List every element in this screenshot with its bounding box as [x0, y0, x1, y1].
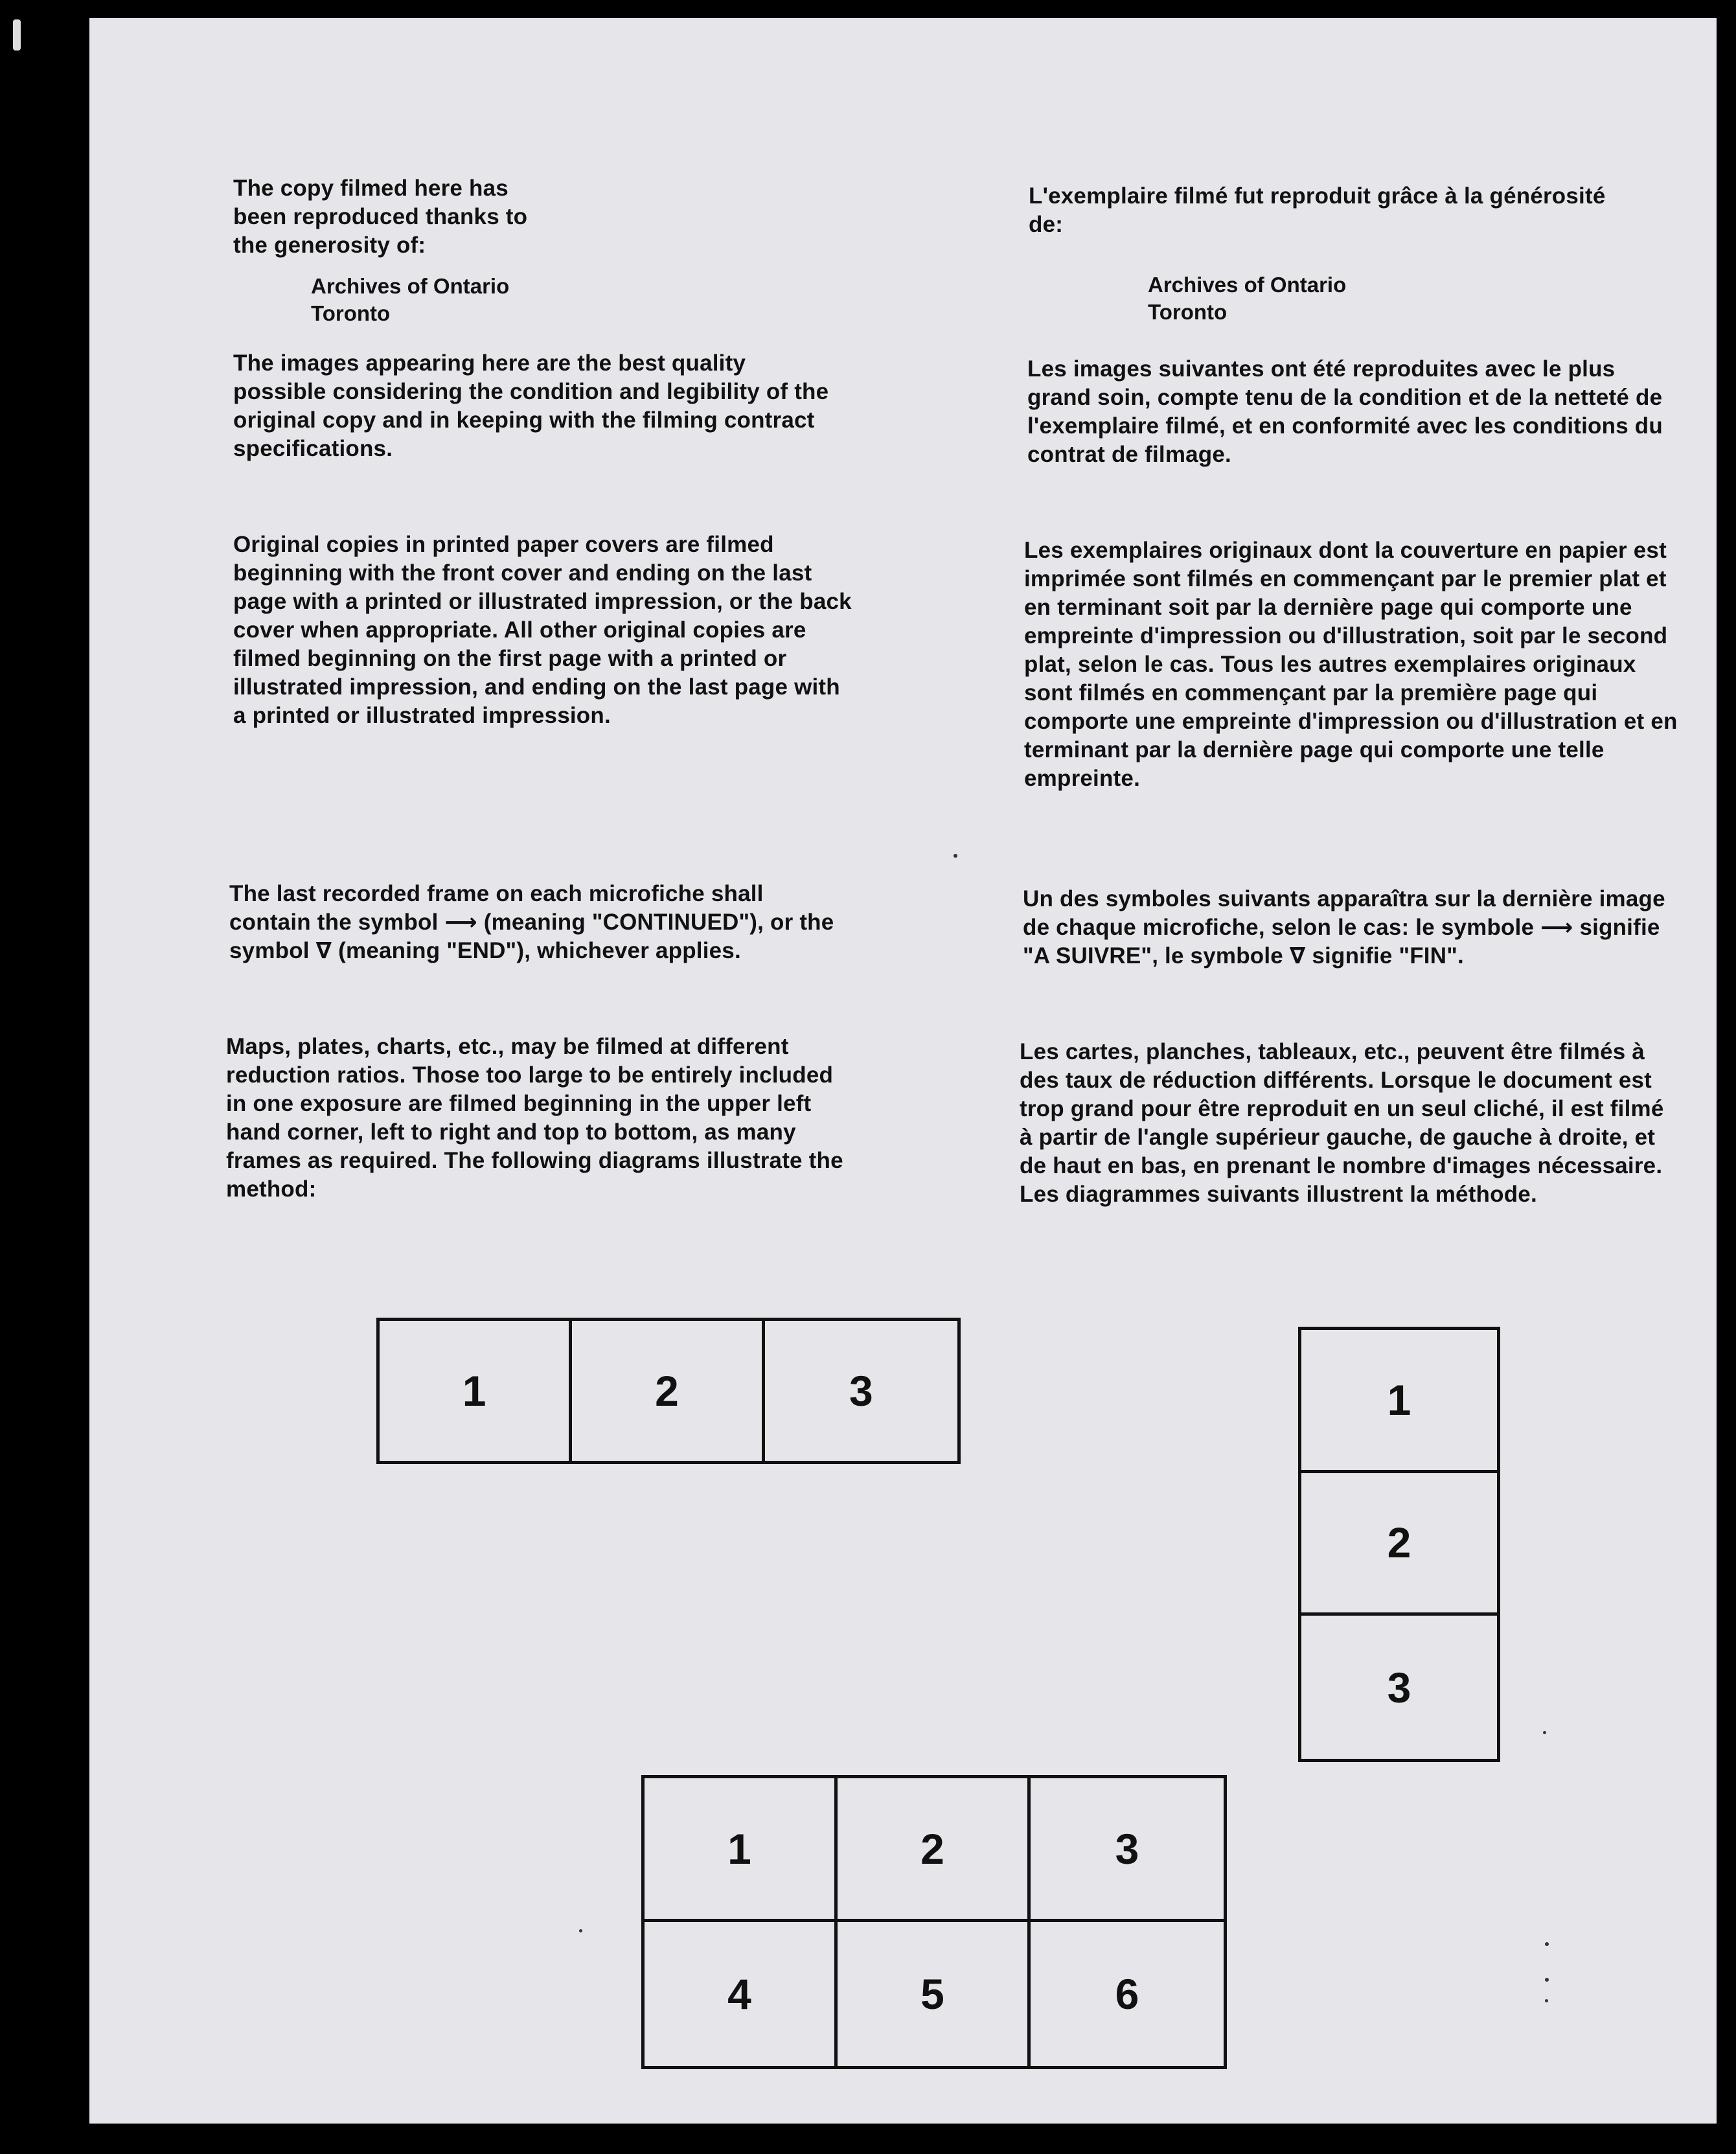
left-institution-name: Archives of Ontario [311, 274, 510, 298]
right-quality-text: Les images suivantes ont été reproduites avec le plus grand soin, compte tenu de la condition et de la netteté de l'exemplaire filmé, et en conformité avec les conditions du contrat de filmage. [1027, 356, 1663, 467]
frame-cell: 5 [838, 1922, 1031, 2066]
right-intro: L'exemplaire filmé fut reproduit grâce à la générosité de: [1029, 183, 1606, 237]
right-institution-name: Archives of Ontario [1148, 273, 1347, 297]
dust-speck [954, 854, 957, 858]
frame-cell: 3 [1031, 1778, 1224, 1922]
dust-speck [1545, 1999, 1548, 2002]
diagram-grid-frames [641, 1775, 1227, 2069]
right-maps-text: Les cartes, planches, tableaux, etc., peuvent être filmés à des taux de réduction différents. Lorsque le document est trop grand pour être reproduit en un seul cliché, il est filmé à partir de l'angle supérieur gauche, de gauche à droite, et de haut en bas, en prenant le nombre d'images nécessaire. Les diagrammes suivants illustrent la méthode. [1020, 1039, 1664, 1207]
frame-cell: 3 [849, 1367, 873, 1415]
left-maps-text: Maps, plates, charts, etc., may be filmed at different reduction ratios. Those too large to be entirely included in one exposure are filmed beginning in the upper left hand corner, left to right and top to bottom, as many frames as required. The following diagrams illustrate the method: [226, 1034, 843, 1202]
right-institution-city: Toronto [1148, 300, 1228, 324]
left-symbols-text: The last recorded frame on each microfiche shall contain the symbol ⟶ (meaning "CONTINUED"), or the symbol ∇ (meaning "END"), whichever applies. [229, 881, 834, 963]
left-quality-text: The images appearing here are the best quality possible considering the condition and legibility of the original copy and in keeping with the filming contract specifications. [233, 350, 829, 461]
dust-speck [1545, 1978, 1549, 1982]
edge-mark [13, 19, 21, 51]
left-intro: The copy filmed here has been reproduced thanks to the generosity of: [233, 176, 528, 258]
frame-cell: 1 [1301, 1330, 1497, 1473]
diagram-horizontal-frames [376, 1318, 961, 1464]
right-originals-text: Les exemplaires originaux dont la couverture en papier est imprimée sont filmés en commençant par le premier plat et en terminant soit par la dernière page qui comporte une empreinte d'impression ou d'illustration, soit par le second plat, selon le cas. Tous les autres exemplaires originaux sont filmés en commençant par la première page qui comporte une empreinte d'impression ou d'illustration et en terminant par la dernière page qui comporte une telle empreinte. [1024, 538, 1678, 791]
frame-cell: 3 [1387, 1663, 1411, 1712]
frame-cell: 2 [572, 1321, 764, 1461]
dust-speck [579, 1929, 582, 1932]
left-originals-text: Original copies in printed paper covers are filmed beginning with the front cover and ending on the last page with a printed or illustrated impression, or the back cover when appropriate. All other original copies are filmed beginning on the first page with a printed or illustrated impression, and ending on the last page with a printed or illustrated impression. [233, 532, 852, 728]
left-institution [311, 273, 570, 327]
right-institution [1148, 271, 1407, 326]
frame-cell: 2 [1301, 1473, 1497, 1616]
frame-cell: 2 [838, 1778, 1031, 1922]
diagram-vertical-frames [1298, 1327, 1500, 1762]
right-symbols-text: Un des symboles suivants apparaîtra sur la dernière image de chaque microfiche, selon le cas: le symbole ⟶ signifie "A SUIVRE", le symbole ∇ signifie "FIN". [1023, 886, 1665, 968]
frame-cell: 1 [380, 1321, 572, 1461]
dust-speck [1543, 1731, 1546, 1734]
frame-cell: 6 [1115, 1970, 1139, 2018]
frame-cell: 1 [645, 1778, 838, 1922]
frame-cell: 4 [645, 1922, 838, 2066]
dust-speck [1545, 1942, 1549, 1946]
left-institution-city: Toronto [311, 301, 391, 325]
